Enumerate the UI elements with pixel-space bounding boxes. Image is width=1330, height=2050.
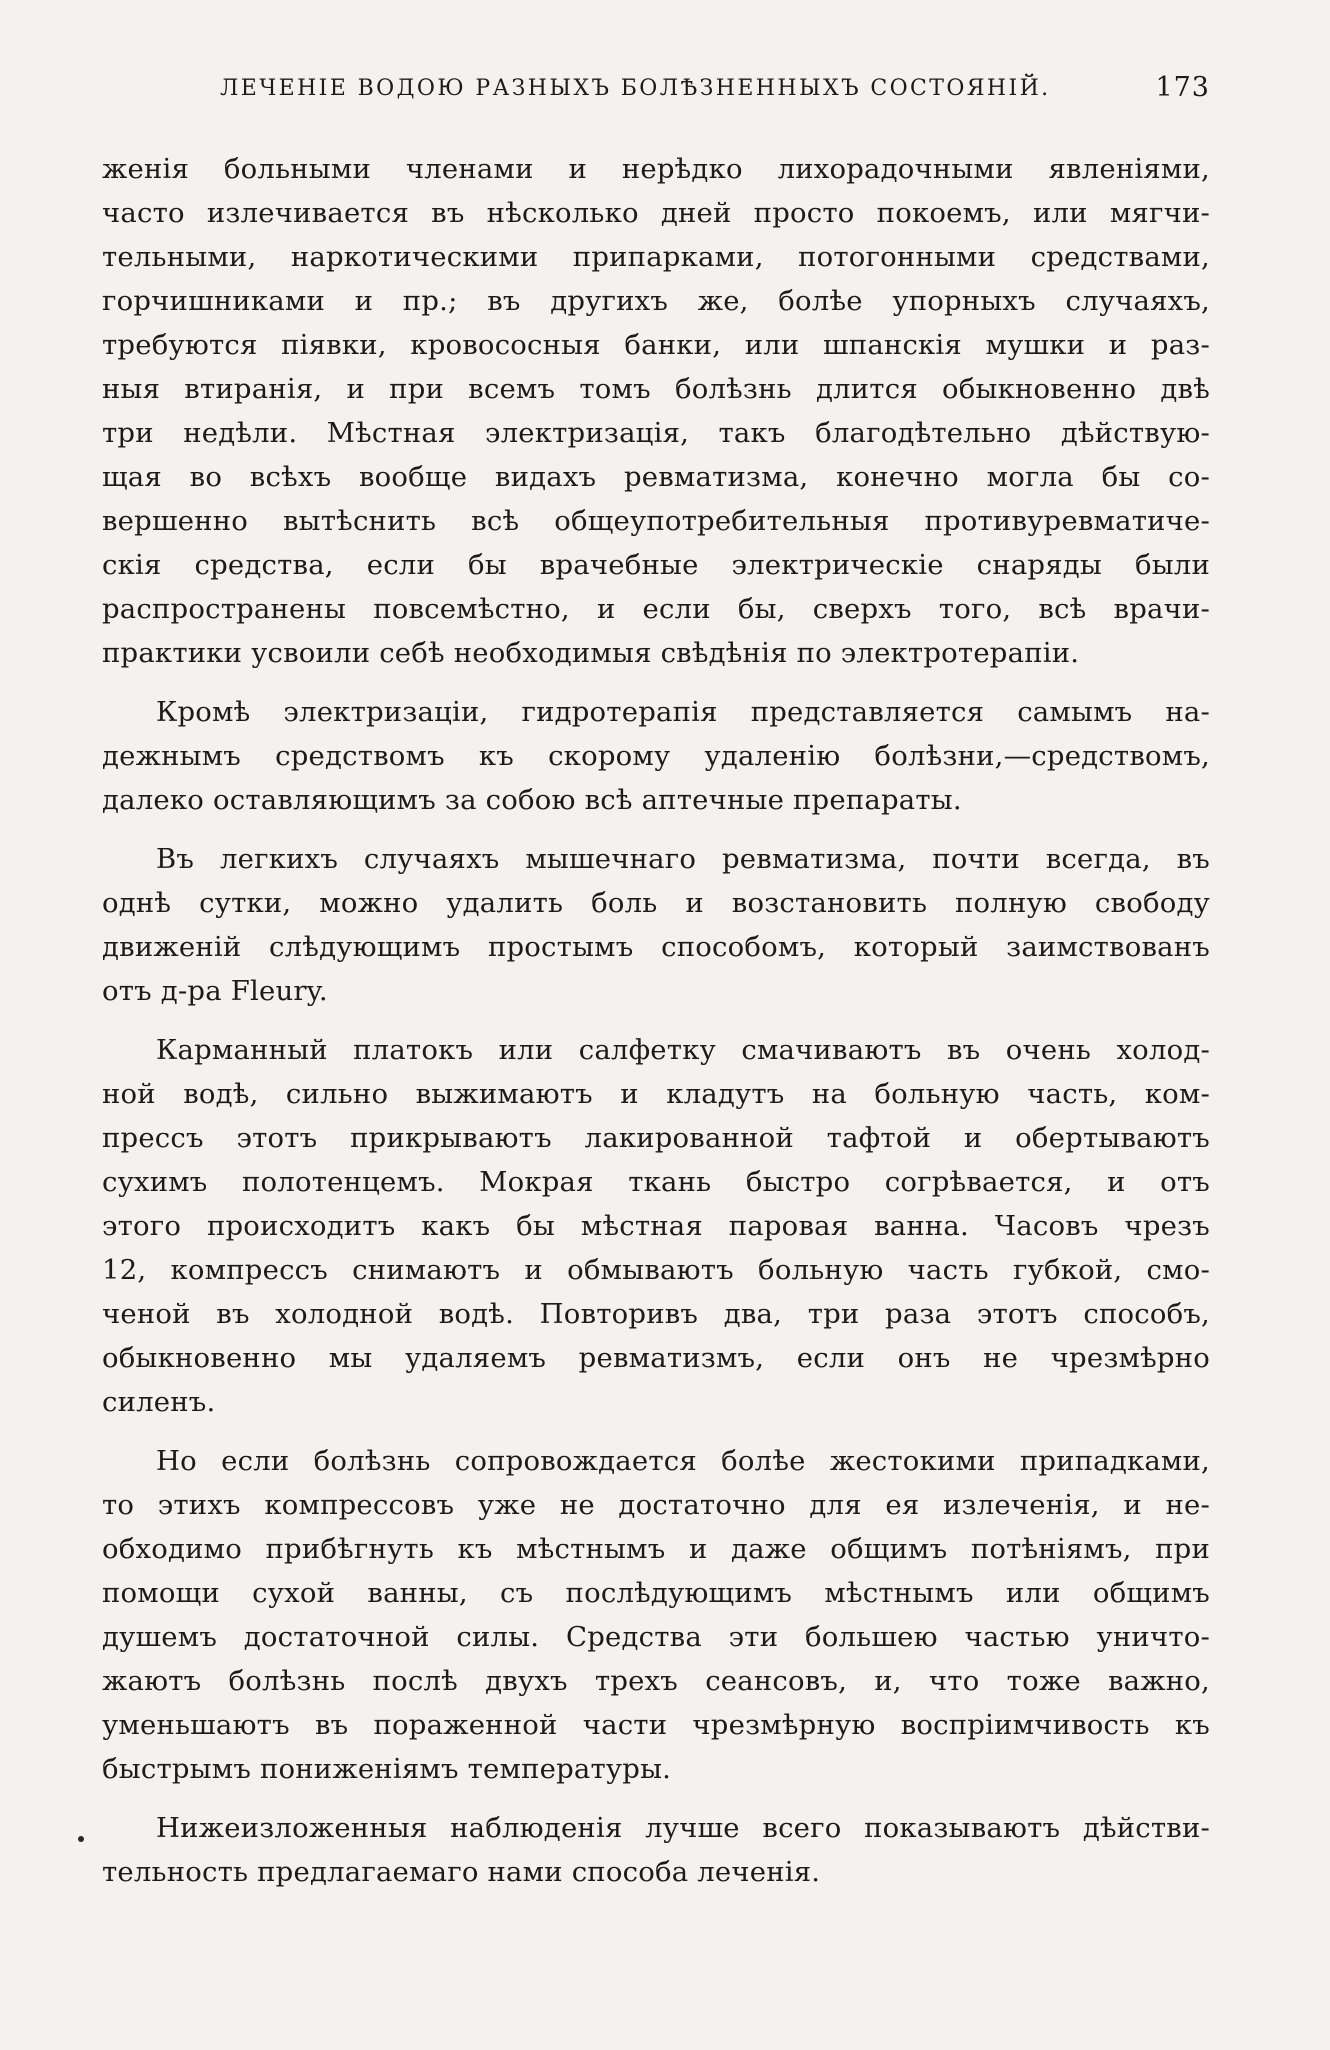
text-line: обыкновенно мы удаляемъ ревматизмъ, если онъ не чрезмѣрно	[102, 1342, 1210, 1374]
text-line: распространены повсемѣстно, и если бы, сверхъ того, всѣ врачи-	[102, 593, 1210, 625]
text-line: щая во всѣхъ вообще видахъ ревматизма, конечно могла бы со-	[102, 461, 1210, 493]
text-line: часто излечивается въ нѣсколько дней просто покоемъ, или мягчи-	[102, 197, 1210, 229]
text-line: движеній слѣдующимъ простымъ способомъ, который заимствованъ	[102, 931, 1210, 963]
text-line: практики усвоили себѣ необходимыя свѣдѣнія по электротерапіи.	[102, 637, 1080, 669]
text-line: ныя втиранія, и при всемъ томъ болѣзнь длится обыкновенно двѣ	[102, 373, 1210, 405]
text-line: Нижеизложенныя наблюденія лучше всего показываютъ дѣйстви-	[156, 1812, 1210, 1844]
text-line: горчишниками и пр.; въ другихъ же, болѣе упорныхъ случаяхъ,	[102, 285, 1210, 317]
text-line: три недѣли. Мѣстная электризація, такъ благодѣтельно дѣйствую-	[102, 417, 1210, 449]
running-title: ЛЕЧЕНІЕ ВОДОЮ РАЗНЫХЪ БОЛѢЗНЕННЫХЪ СОСТОЯНІЙ.	[220, 76, 1051, 101]
text-line: тельными, наркотическими припарками, потогонными средствами,	[102, 241, 1210, 273]
text-line: то этихъ компрессовъ уже не достаточно для ея излеченія, и не-	[102, 1489, 1210, 1521]
text-line: тельность предлагаемаго нами способа леченія.	[102, 1856, 821, 1888]
text-line: однѣ сутки, можно удалить боль и возстановить полную свободу	[102, 887, 1210, 919]
text-line: душемъ достаточной силы. Средства эти большею частью уничто-	[102, 1621, 1210, 1653]
text-line: Карманный платокъ или салфетку смачиваютъ въ очень холод-	[156, 1034, 1210, 1066]
text-line: 12, компрессъ снимаютъ и обмываютъ больную часть губкой, смо-	[102, 1254, 1210, 1286]
text-line: Въ легкихъ случаяхъ мышечнаго ревматизма, почти всегда, въ	[156, 843, 1210, 875]
page-number: 173	[1155, 72, 1210, 103]
text-line: уменьшаютъ въ пораженной части чрезмѣрную воспріимчивость къ	[102, 1709, 1210, 1741]
paragraph	[102, 1806, 1210, 1894]
text-line: женія больными членами и нерѣдко лихорадочными явленіями,	[102, 153, 1210, 185]
page-body	[102, 147, 1210, 1909]
paragraph	[102, 147, 1210, 675]
text-line: отъ д-ра Fleury.	[102, 975, 328, 1007]
text-line: вершенно вытѣснить всѣ общеупотребительныя противуревматиче-	[102, 505, 1210, 537]
text-line: дежнымъ средствомъ къ скорому удаленію болѣзни,—средствомъ,	[102, 740, 1210, 772]
text-line: ченой въ холодной водѣ. Повторивъ два, три раза этотъ способъ,	[102, 1298, 1210, 1330]
paragraph	[102, 690, 1210, 822]
text-line: помощи сухой ванны, съ послѣдующимъ мѣстнымъ или общимъ	[102, 1577, 1210, 1609]
text-line: силенъ.	[102, 1386, 216, 1418]
text-line: Но если болѣзнь сопровождается болѣе жестокими припадками,	[156, 1445, 1210, 1477]
text-line: быстрымъ пониженіямъ температуры.	[102, 1753, 672, 1785]
text-line: скія средства, если бы врачебные электрическіе снаряды были	[102, 549, 1210, 581]
text-line: сухимъ полотенцемъ. Мокрая ткань быстро согрѣвается, и отъ	[102, 1166, 1210, 1198]
margin-mark	[78, 1836, 84, 1842]
paragraph	[102, 1028, 1210, 1424]
text-line: обходимо прибѣгнуть къ мѣстнымъ и даже общимъ потѣніямъ, при	[102, 1533, 1210, 1565]
text-line: ной водѣ, сильно выжимаютъ и кладутъ на больную часть, ком-	[102, 1078, 1210, 1110]
paragraph	[102, 1439, 1210, 1791]
text-line: требуются піявки, кровососныя банки, или шпанскія мушки и раз-	[102, 329, 1210, 361]
paragraph	[102, 837, 1210, 1013]
text-line: жаютъ болѣзнь послѣ двухъ трехъ сеансовъ, и, что тоже важно,	[102, 1665, 1210, 1697]
text-line: этого происходитъ какъ бы мѣстная паровая ванна. Часовъ чрезъ	[102, 1210, 1210, 1242]
running-header	[102, 72, 1210, 112]
text-line: далеко оставляющимъ за собою всѣ аптечные препараты.	[102, 784, 962, 816]
text-line: прессъ этотъ прикрываютъ лакированной тафтой и обертываютъ	[102, 1122, 1210, 1154]
text-line: Кромѣ электризаціи, гидротерапія представляется самымъ на-	[156, 696, 1210, 728]
